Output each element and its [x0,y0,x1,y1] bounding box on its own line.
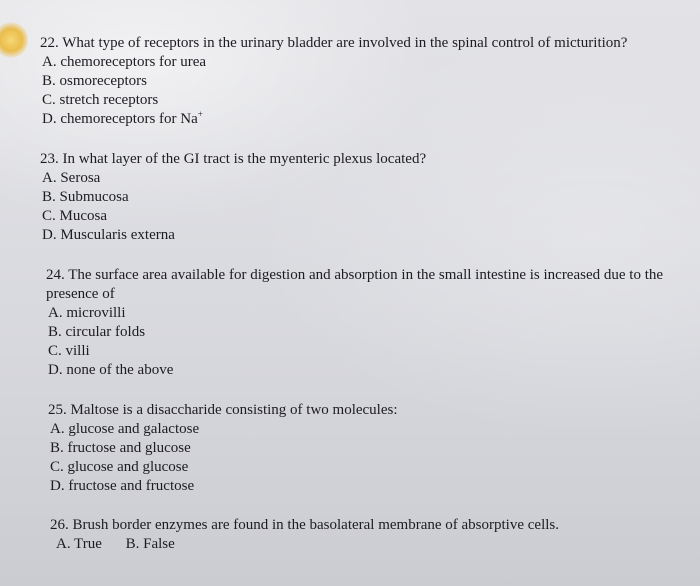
answer-option-a: A. microvilli [48,305,126,321]
question-26 [50,516,690,554]
question-25 [48,401,690,496]
question-stem: 24. The surface area available for digestion and absorption in the small intestine is increased due to the presence of [46,267,664,302]
answer-option-d: D. chemoreceptors for Na [42,111,198,127]
question-stem: 25. Maltose is a disaccharide consisting of two molecules: [48,402,398,418]
sodium-ion-superscript: + [197,109,203,119]
answer-option-false: B. False [125,536,175,552]
question-22 [40,34,640,129]
answer-option-c: C. stretch receptors [42,92,159,108]
question-24 [46,266,692,380]
answer-option-b: B. osmoreceptors [42,73,147,89]
answer-option-true: A. True [56,536,102,552]
answer-option-a: A. Serosa [42,170,101,186]
light-glare [0,22,28,58]
answer-option-d: D. fructose and fructose [50,478,195,494]
answer-option-c: C. villi [48,343,90,359]
question-stem: 26. Brush border enzymes are found in the basolateral membrane of absorptive cells. [50,517,559,533]
answer-option-d-line [40,110,640,129]
answer-option-b: B. circular folds [48,324,146,340]
quiz-document [40,34,690,554]
answer-option-d: D. Muscularis externa [42,227,175,243]
answer-option-c: C. Mucosa [42,208,107,224]
answer-option-b: B. Submucosa [42,189,129,205]
answer-option-d: D. none of the above [48,362,174,378]
answer-option-a: A. glucose and galactose [50,421,200,437]
answer-option-b: B. fructose and glucose [50,440,191,456]
question-stem: 22. What type of receptors in the urinary bladder are involved in the spinal control of micturition? [40,35,628,51]
question-23 [40,150,690,245]
answer-option-c: C. glucose and glucose [50,459,189,475]
answer-option-a: A. chemoreceptors for urea [42,54,207,70]
question-stem: 23. In what layer of the GI tract is the myenteric plexus located? [40,151,427,167]
